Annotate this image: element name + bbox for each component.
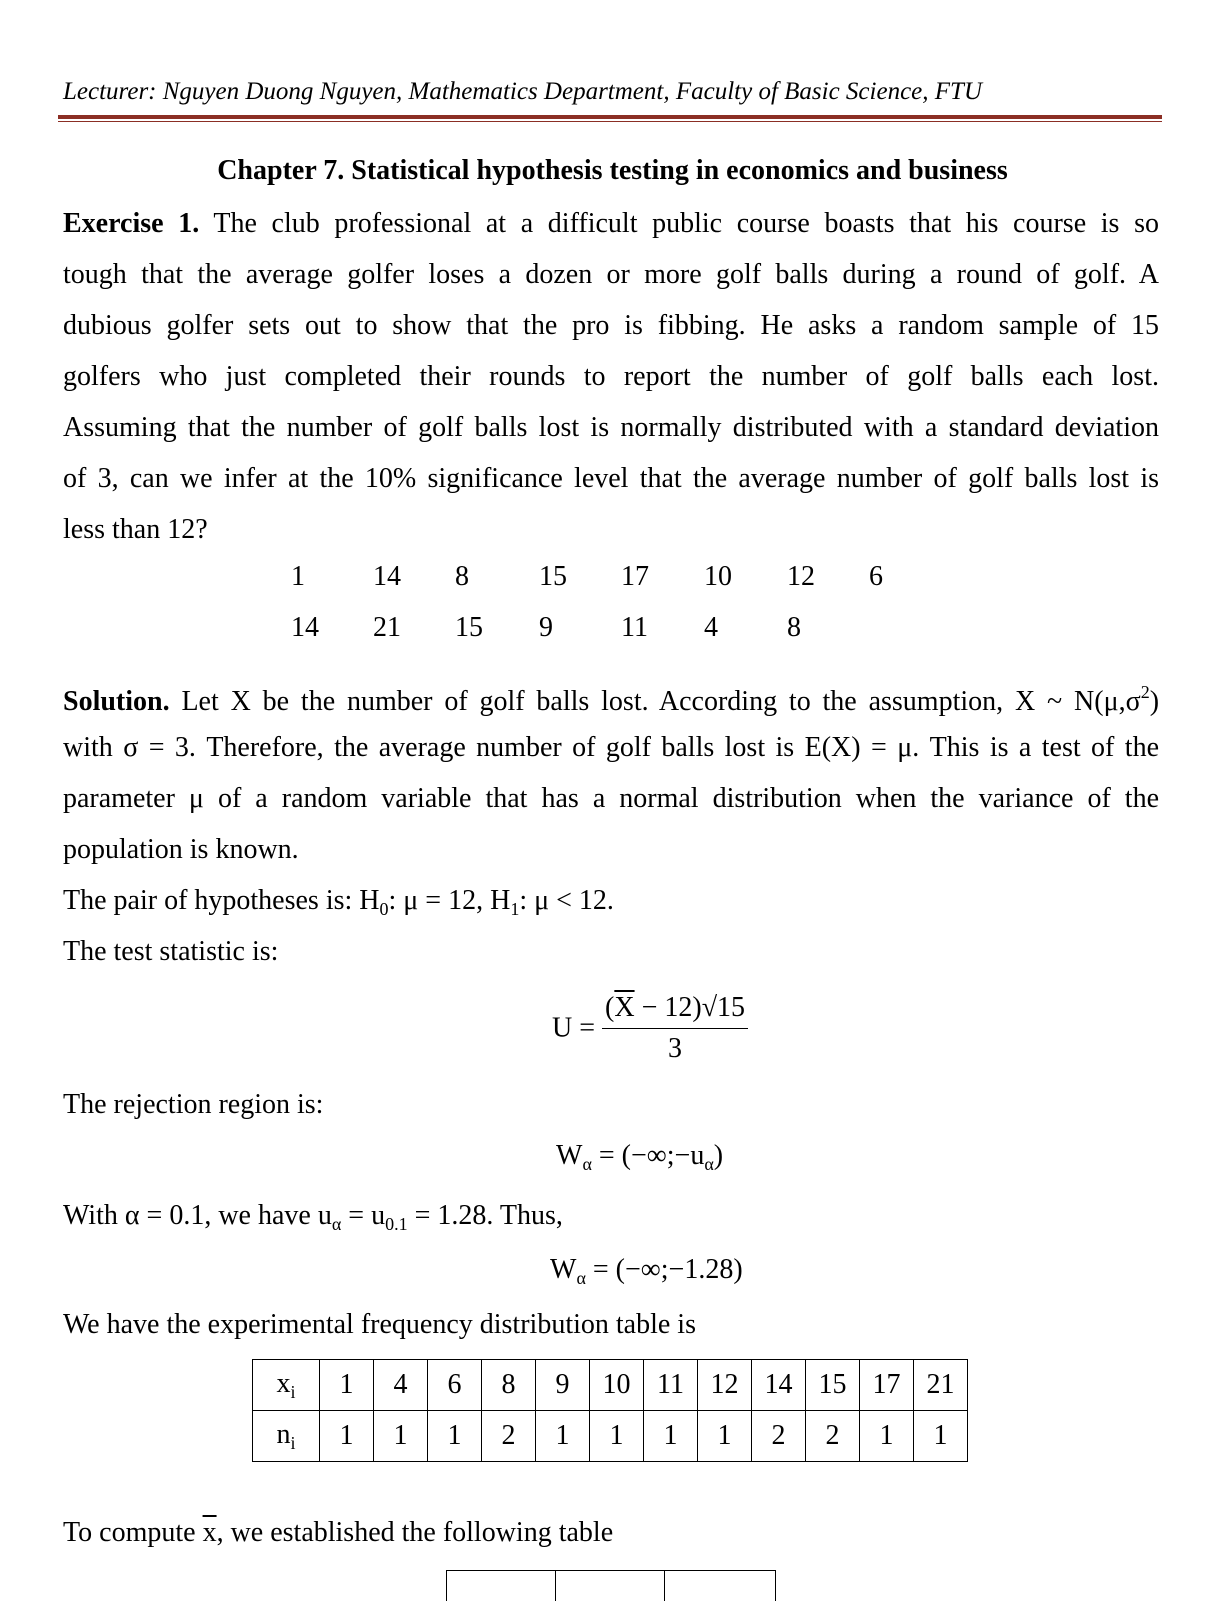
table-cell: 21 — [914, 1360, 968, 1411]
solution-line-3: parameter μ of a random variable that has a normal distribution when the variance of the — [63, 783, 1159, 814]
header-rule-thin — [58, 121, 1162, 122]
sample-value: 15 — [539, 561, 567, 592]
header-rule-thick — [58, 115, 1162, 119]
sample-value: 6 — [869, 561, 883, 592]
table-cell: 4 — [374, 1360, 428, 1411]
x-bar: $\overline{X}$ — [614, 992, 635, 1023]
sample-value: 15 — [455, 612, 483, 643]
solution-paragraph — [63, 667, 1159, 718]
exercise-line-5: Assuming that the number of golf balls lost is normally distributed with a standard deviation — [63, 412, 1159, 443]
solution-label: Solution. — [63, 686, 170, 717]
sample-value: 14 — [291, 612, 319, 643]
solution-line-1: Solution. Let X be the number of golf balls lost. According to the assumption, X ~ $N(\mu,\sigma^2)$ — [63, 682, 1160, 717]
solution-line-4: population is known. — [63, 834, 299, 865]
hypotheses-line: The pair of hypotheses is: $H_0$: μ = 12, $H_1$: μ < 12. — [63, 885, 614, 919]
x-bar: $\overline{x}$ — [202, 1517, 217, 1548]
table-cell: 1 — [428, 1411, 482, 1462]
exercise-line-6: of 3, can we infer at the 10% significance level that the average number of golf balls lost is — [63, 463, 1159, 494]
solution-paragraph-cont — [63, 722, 1159, 977]
table-cell: 8 — [482, 1360, 536, 1411]
table-cell: 2 — [482, 1411, 536, 1462]
exercise-paragraph — [63, 198, 1159, 555]
table-cell: 6 — [428, 1360, 482, 1411]
table-cell: 1 — [320, 1360, 374, 1411]
table-cell: 1 — [698, 1411, 752, 1462]
sample-value: 8 — [455, 561, 469, 592]
table-cell: 11 — [644, 1360, 698, 1411]
sample-value: 17 — [621, 561, 649, 592]
sample-value: 14 — [373, 561, 401, 592]
sample-value: 9 — [539, 612, 553, 643]
table-cell: 17 — [860, 1360, 914, 1411]
sample-value: 12 — [787, 561, 815, 592]
exercise-line-2: tough that the average golfer loses a dozen or more golf balls during a round of golf. A — [63, 259, 1159, 290]
distribution-notation: X ~ $N(\mu,\sigma^2)$ — [1014, 682, 1160, 717]
table-cell: 12 — [698, 1360, 752, 1411]
table-row-n — [253, 1411, 968, 1462]
exercise-line-1: Exercise 1. The club professional at a difficult public course boasts that his course is so — [63, 208, 1159, 239]
table-cell: 2 — [752, 1411, 806, 1462]
frequency-table — [252, 1359, 968, 1462]
rejection-region-value: $W_\alpha$ = (−∞;−1.28) — [550, 1254, 743, 1288]
table-cell: 1 — [914, 1411, 968, 1462]
test-statistic-fraction: $\frac{(\overline{X} - 12)√15}{3}$ — [602, 992, 748, 1065]
table-cell: 1 — [536, 1411, 590, 1462]
page-header: Lecturer: Nguyen Duong Nguyen, Mathematics Department, Faculty of Basic Science, FTU — [63, 78, 982, 105]
alpha-line: With α = 0.1, we have $u_\alpha = u_{0.1} = 1.28$. Thus, — [63, 1200, 563, 1234]
table-header-n: $n_i$ — [253, 1411, 320, 1462]
exercise-label: Exercise 1. — [63, 208, 200, 239]
compute-intro: To compute $\overline{x}$, we established the following table — [63, 1517, 614, 1548]
table-cell: 2 — [806, 1411, 860, 1462]
next-table-top — [446, 1570, 776, 1601]
sample-value: 10 — [704, 561, 732, 592]
table-cell: 1 — [590, 1411, 644, 1462]
table-cell: 1 — [644, 1411, 698, 1462]
table-row-x — [253, 1360, 968, 1411]
table-cell: 14 — [752, 1360, 806, 1411]
sample-value: 21 — [373, 612, 401, 643]
table-header-x: $x_i$ — [253, 1360, 320, 1411]
table-cell: 10 — [590, 1360, 644, 1411]
table-cell: 15 — [806, 1360, 860, 1411]
sample-value: 1 — [291, 561, 305, 592]
sample-value: 8 — [787, 612, 801, 643]
sample-value: 4 — [704, 612, 718, 643]
frequency-intro: We have the experimental frequency distribution table is — [63, 1309, 696, 1340]
exercise-line-7: less than 12? — [63, 514, 208, 545]
solution-line-2: with σ = 3. Therefore, the average number of golf balls lost is E(X) = μ. This is a test of the — [63, 732, 1159, 763]
sample-value: 11 — [621, 612, 648, 643]
table-cell: 9 — [536, 1360, 590, 1411]
table-cell: 1 — [374, 1411, 428, 1462]
chapter-title: Chapter 7. Statistical hypothesis testing in economics and business — [217, 155, 1008, 186]
exercise-line-4: golfers who just completed their rounds to report the number of golf balls each lost. — [63, 361, 1159, 392]
test-statistic-formula: U = $\frac{(\overline{X} - 12)√15}{3}$ — [552, 992, 748, 1065]
table-cell: 1 — [860, 1411, 914, 1462]
rejection-intro: The rejection region is: — [63, 1089, 324, 1120]
table-cell: 1 — [320, 1411, 374, 1462]
test-statistic-intro: The test statistic is: — [63, 936, 279, 967]
rejection-region-formula: $W_\alpha$ = $(-\infty;-u_\alpha)$ — [556, 1140, 724, 1174]
exercise-line-3: dubious golfer sets out to show that the pro is fibbing. He asks a random sample of 15 — [63, 310, 1159, 341]
